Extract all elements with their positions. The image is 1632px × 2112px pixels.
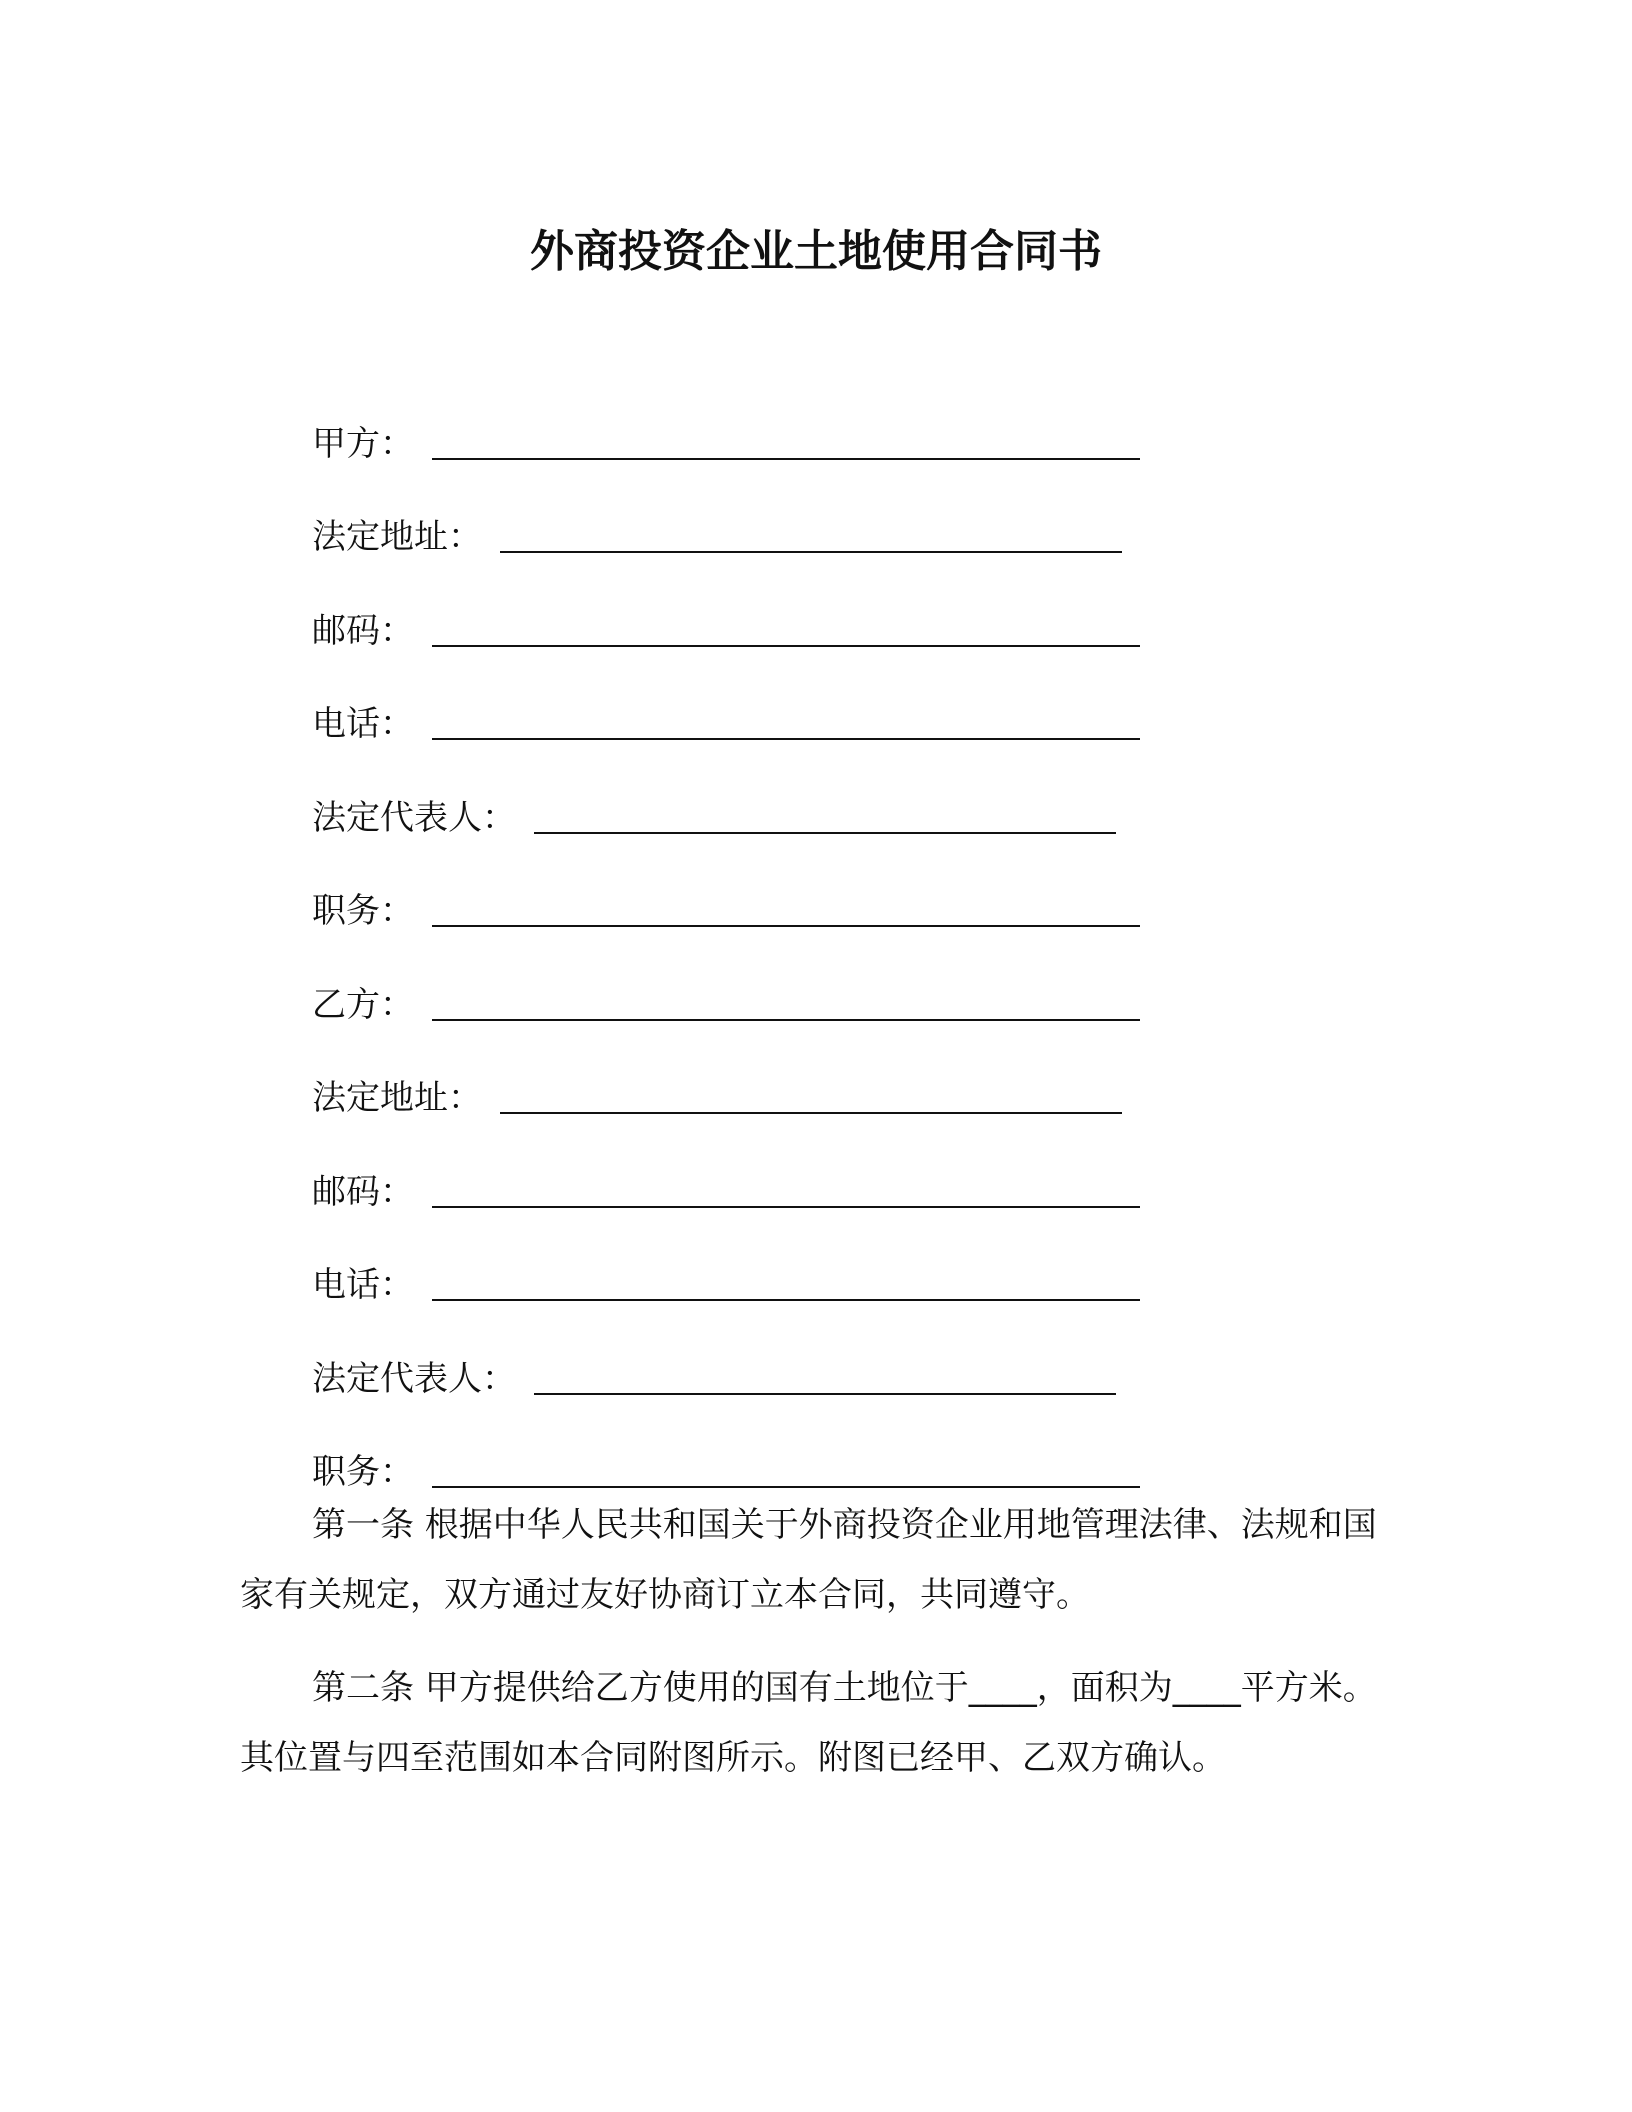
field-label: 邮码 [312,1171,380,1212]
field-party-b-address [312,1033,1332,1127]
field-colon: ： [380,984,414,1025]
blank-line[interactable] [432,1206,1140,1208]
field-colon: ： [380,1265,414,1305]
field-label: 职务 [312,891,380,931]
field-label: 电话 [312,704,380,744]
field-colon: ： [380,610,414,651]
article-2: 第二条 甲方提供给乙方使用的国有土地位于____，面积为____平方米。其位置与四至范围如本合同附图所示。附图已经甲、乙双方确认。 [240,1668,1377,1778]
blank-line[interactable] [500,1112,1122,1114]
field-party-b-postcode [312,1126,1332,1220]
field-party-a-phone [312,659,1332,753]
field-party-b-representative [312,1313,1332,1407]
field-colon: ： [380,423,414,464]
field-party-a-address [312,472,1332,566]
field-party-a-position [312,846,1332,940]
field-colon: ： [380,1452,414,1492]
field-label: 电话 [312,1265,380,1305]
field-label: 职务 [312,1452,380,1492]
field-label: 法定代表人 [312,797,482,838]
blank-line[interactable] [432,1299,1140,1301]
field-colon: ： [448,1078,482,1118]
blank-line[interactable] [534,832,1116,834]
field-colon: ： [482,1358,516,1399]
field-label: 法定地址 [312,517,448,557]
field-colon: ： [380,704,414,744]
blank-line[interactable] [432,1486,1140,1488]
field-label: 乙方 [312,984,380,1025]
field-label: 法定地址 [312,1078,448,1118]
blank-line[interactable] [534,1393,1116,1395]
field-party-a-representative [312,752,1332,846]
field-label: 甲方 [312,423,380,464]
party-fields [312,378,1332,1500]
field-party-b-phone [312,1220,1332,1314]
blank-line[interactable] [432,645,1140,647]
field-label: 法定代表人 [312,1358,482,1399]
article-1: 第一条 根据中华人民共和国关于外商投资企业用地管理法律、法规和国家有关规定，双方通过友好协商订立本合同，共同遵守。 [240,1505,1377,1615]
blank-line[interactable] [432,1019,1140,1021]
field-colon: ： [482,797,516,838]
field-party-a-postcode [312,565,1332,659]
blank-line[interactable] [500,551,1122,553]
field-colon: ： [380,891,414,931]
blank-line[interactable] [432,738,1140,740]
blank-line[interactable] [432,458,1140,460]
field-party-b [312,939,1332,1033]
field-party-b-position [312,1407,1332,1501]
field-label: 邮码 [312,610,380,651]
field-party-a [312,378,1332,472]
blank-line[interactable] [432,925,1140,927]
field-colon: ： [448,517,482,557]
document-title: 外商投资企业土地使用合同书 [530,226,1102,277]
field-colon: ： [380,1171,414,1212]
